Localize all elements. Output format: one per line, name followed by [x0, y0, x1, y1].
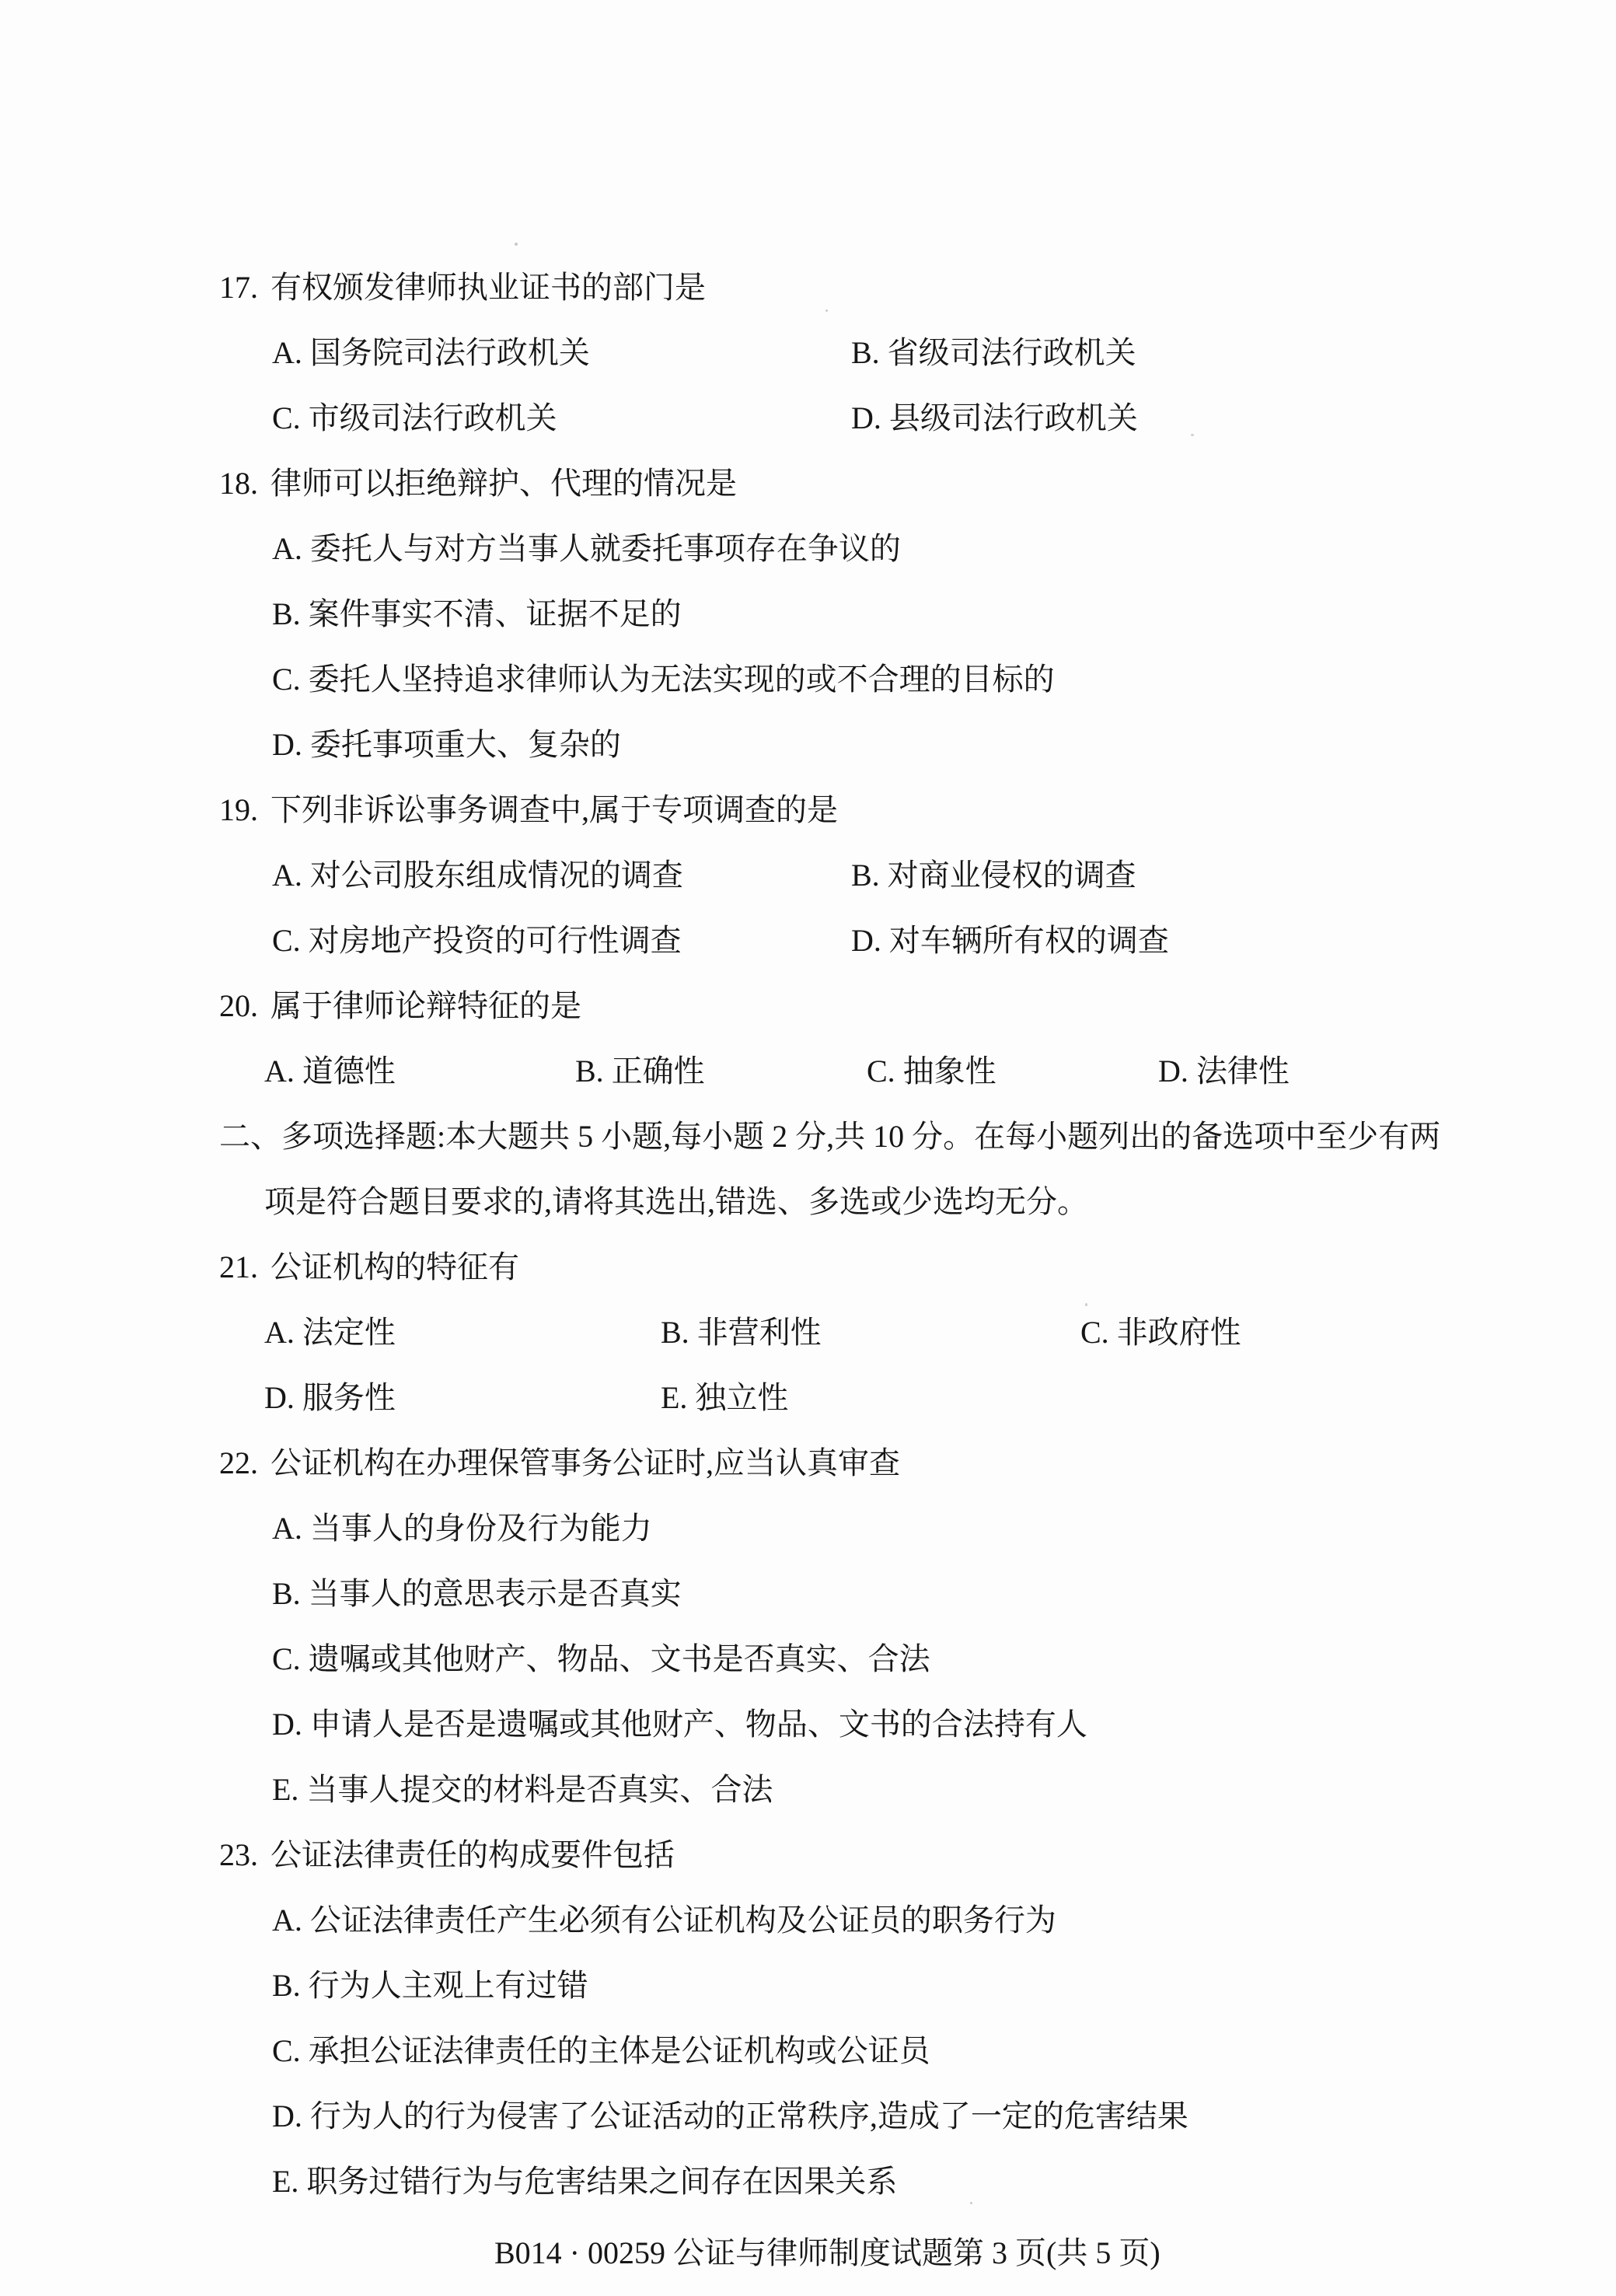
q22-number: 22.	[219, 1445, 258, 1480]
q20-option-b: B. 正确性	[575, 1054, 705, 1089]
q22-option-a: A. 当事人的身份及行为能力	[272, 1511, 652, 1546]
q17-option-a: A. 国务院司法行政机关	[272, 335, 590, 370]
q23-option-e: E. 职务过错行为与危害结果之间存在因果关系	[272, 2164, 898, 2199]
q18-stem	[219, 451, 737, 516]
q21-option-a: A. 法定性	[264, 1315, 396, 1350]
q17-option-d: D. 县级司法行政机关	[851, 400, 1138, 435]
q22-stem-text: 公证机构在办理保管事务公证时,应当认真审查	[270, 1445, 900, 1480]
page-footer: B014 · 00259 公证与律师制度试题第 3 页(共 5 页)	[494, 2235, 1161, 2270]
q19-options-row-1	[0, 843, 1616, 908]
q23-option-d-line	[0, 2084, 1616, 2149]
q17-options-row-1	[0, 320, 1616, 386]
q22-option-c-line	[0, 1627, 1616, 1692]
q22-option-b-line	[0, 1561, 1616, 1627]
q20-number: 20.	[219, 988, 258, 1023]
q20-option-c: C. 抽象性	[867, 1054, 996, 1089]
q21-number: 21.	[219, 1249, 258, 1284]
q23-option-a: A. 公证法律责任产生必须有公证机构及公证员的职务行为	[272, 1903, 1056, 1938]
section2-header-text-1: 二、多项选择题:本大题共 5 小题,每小题 2 分,共 10 分。在每小题列出的备选项中至少有两	[219, 1119, 1441, 1154]
q22-option-d-line	[0, 1692, 1616, 1757]
q21-stem-text: 公证机构的特征有	[270, 1249, 519, 1284]
q20-options-row	[0, 1039, 1616, 1104]
q18-option-c-line	[0, 647, 1616, 712]
q19-stem	[219, 778, 838, 843]
q22-option-d: D. 申请人是否是遗嘱或其他财产、物品、文书的合法持有人	[272, 1707, 1087, 1742]
q19-stem-line	[0, 778, 1616, 843]
q22-option-c: C. 遗嘱或其他财产、物品、文书是否真实、合法	[272, 1641, 930, 1676]
q18-option-d: D. 委托事项重大、复杂的	[272, 727, 621, 762]
section2-header-line-1	[0, 1104, 1616, 1169]
q21-option-e: E. 独立性	[661, 1380, 789, 1415]
q20-stem-text: 属于律师论辩特征的是	[270, 988, 581, 1023]
section2-header-line-2	[0, 1169, 1616, 1235]
q20-stem-line	[0, 973, 1616, 1039]
q23-number: 23.	[219, 1837, 258, 1872]
q18-stem-line	[0, 451, 1616, 516]
q23-stem-line	[0, 1822, 1616, 1888]
q22-option-b: B. 当事人的意思表示是否真实	[272, 1576, 682, 1611]
q17-stem-line	[0, 255, 1616, 320]
page-footer-line	[0, 2221, 1616, 2286]
q23-option-b-line	[0, 1953, 1616, 2018]
q21-option-c: C. 非政府性	[1080, 1315, 1241, 1350]
exam-content	[0, 255, 1616, 2286]
q19-options-row-2	[0, 908, 1616, 973]
q19-stem-text: 下列非诉讼事务调查中,属于专项调查的是	[270, 792, 838, 827]
q22-option-e-line	[0, 1757, 1616, 1822]
q23-option-a-line	[0, 1888, 1616, 1953]
q18-option-d-line	[0, 712, 1616, 778]
q17-number: 17.	[219, 270, 258, 305]
q20-stem	[219, 973, 581, 1039]
q19-number: 19.	[219, 792, 258, 827]
q20-option-a: A. 道德性	[264, 1054, 396, 1089]
q21-options-row-1	[0, 1300, 1616, 1365]
q20-option-d: D. 法律性	[1158, 1054, 1290, 1089]
q23-stem	[219, 1822, 675, 1888]
q18-option-b-line	[0, 582, 1616, 647]
q23-option-d: D. 行为人的行为侵害了公证活动的正常秩序,造成了一定的危害结果	[272, 2099, 1188, 2133]
q18-option-c: C. 委托人坚持追求律师认为无法实现的或不合理的目标的	[272, 662, 1055, 697]
q18-option-a-line	[0, 516, 1616, 582]
q18-number: 18.	[219, 466, 258, 501]
q18-option-b: B. 案件事实不清、证据不足的	[272, 596, 682, 631]
q23-option-c: C. 承担公证法律责任的主体是公证机构或公证员	[272, 2033, 930, 2068]
q19-option-d: D. 对车辆所有权的调查	[851, 923, 1169, 958]
q23-option-b: B. 行为人主观上有过错	[272, 1968, 588, 2003]
section2-header-text-2: 项是符合题目要求的,请将其选出,错选、多选或少选均无分。	[264, 1184, 1088, 1219]
q22-option-e: E. 当事人提交的材料是否真实、合法	[272, 1772, 773, 1807]
q21-option-d: D. 服务性	[264, 1380, 396, 1415]
q18-stem-text: 律师可以拒绝辩护、代理的情况是	[270, 466, 737, 501]
q23-option-e-line	[0, 2149, 1616, 2214]
q17-stem	[219, 255, 706, 320]
q17-option-c: C. 市级司法行政机关	[272, 400, 557, 435]
q21-stem	[219, 1235, 519, 1300]
q18-option-a: A. 委托人与对方当事人就委托事项存在争议的	[272, 531, 901, 566]
q21-options-row-2	[0, 1365, 1616, 1431]
q23-stem-text: 公证法律责任的构成要件包括	[270, 1837, 675, 1872]
q21-option-b: B. 非营利性	[661, 1315, 822, 1350]
q17-options-row-2	[0, 386, 1616, 451]
scan-speck	[515, 243, 518, 246]
q17-stem-text: 有权颁发律师执业证书的部门是	[270, 270, 706, 305]
q22-stem-line	[0, 1431, 1616, 1496]
q17-option-b: B. 省级司法行政机关	[851, 335, 1136, 370]
q22-stem	[219, 1431, 900, 1496]
q19-option-c: C. 对房地产投资的可行性调查	[272, 923, 682, 958]
q19-option-a: A. 对公司股东组成情况的调查	[272, 858, 683, 893]
q19-option-b: B. 对商业侵权的调查	[851, 858, 1136, 893]
q21-stem-line	[0, 1235, 1616, 1300]
q23-option-c-line	[0, 2018, 1616, 2084]
q22-option-a-line	[0, 1496, 1616, 1561]
